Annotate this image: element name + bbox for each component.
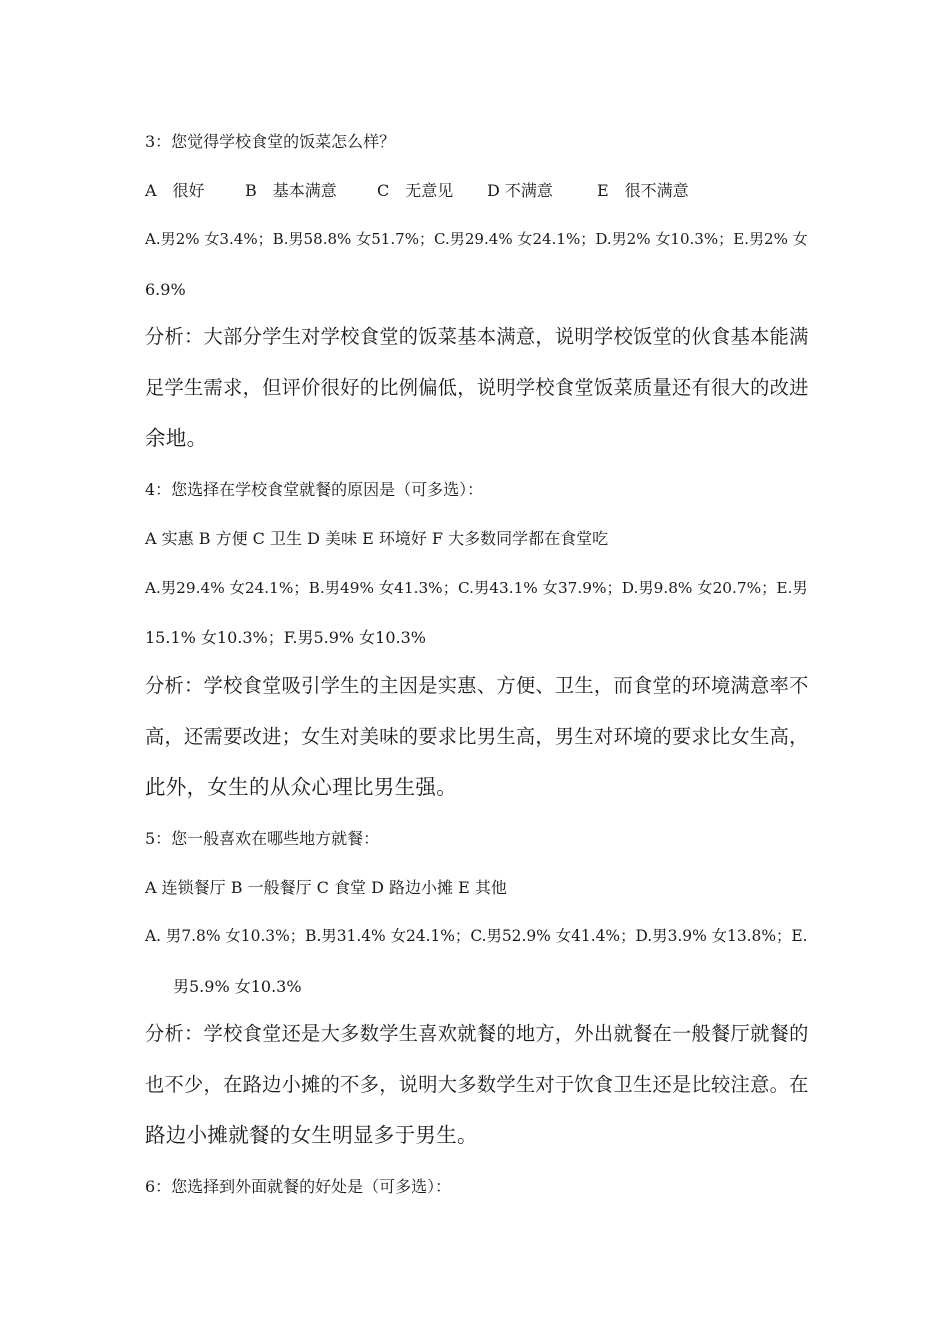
q3-option-a: A 很好	[145, 181, 205, 200]
q4-question: 4：您选择在学校食堂就餐的原因是（可多选）：	[145, 480, 484, 499]
q3-analysis-line2: 足学生需求，但评价很好的比例偏低，说明学校食堂饭菜质量还有很大的改进	[145, 376, 809, 399]
q5-results-line2: 男5.9% 女10.3%	[173, 977, 302, 996]
q3-option-e: E 很不满意	[597, 181, 689, 200]
q4-options: A 实惠 B 方便 C 卫生 D 美味 E 环境好 F 大多数同学都在食堂吃	[145, 529, 609, 548]
q5-analysis-line1: 分析：学校食堂还是大多数学生喜欢就餐的地方，外出就餐在一般餐厅就餐的	[145, 1022, 809, 1045]
q5-question: 5：您一般喜欢在哪些地方就餐：	[145, 829, 380, 848]
q4-results-line2: 15.1% 女10.3%；F.男5.9% 女10.3%	[145, 628, 427, 647]
q5-analysis-line2: 也不少，在路边小摊的不多，说明大多数学生对于饮食卫生还是比较注意。在	[145, 1073, 809, 1096]
q3-analysis-line3: 余地。	[145, 426, 208, 450]
q6-question: 6：您选择到外面就餐的好处是（可多选）：	[145, 1177, 452, 1196]
q3-option-c: C 无意见	[377, 181, 454, 200]
q3-options	[145, 183, 689, 199]
q3-option-d: D 不满意	[487, 181, 553, 200]
q5-results-line1: A. 男7.8% 女10.3%；B.男31.4% 女24.1%；C.男52.9% 女41.4%；D.男3.9% 女13.8%；E.	[145, 927, 808, 945]
q4-analysis-line3: 此外，女生的从众心理比男生强。	[145, 775, 457, 799]
q3-results-line2: 6.9%	[145, 280, 186, 299]
document-page	[145, 0, 815, 1344]
q3-results-line1: A.男2% 女3.4%；B.男58.8% 女51.7%；C.男29.4% 女24.1%；D.男2% 女10.3%；E.男2% 女	[145, 230, 808, 248]
q4-results-line1: A.男29.4% 女24.1%；B.男49% 女41.3%；C.男43.1% 女37.9%；D.男9.8% 女20.7%；E.男	[145, 579, 808, 597]
q5-options: A 连锁餐厅 B 一般餐厅 C 食堂 D 路边小摊 E 其他	[145, 878, 507, 897]
q3-question: 3：您觉得学校食堂的饭菜怎么样？	[145, 132, 396, 151]
q3-option-b: B 基本满意	[245, 181, 337, 200]
q4-analysis-line2: 高，还需要改进；女生对美味的要求比男生高，男生对环境的要求比女生高，	[145, 725, 809, 748]
q4-analysis-line1: 分析：学校食堂吸引学生的主因是实惠、方便、卫生，而食堂的环境满意率不	[145, 674, 809, 697]
q5-analysis-line3: 路边小摊就餐的女生明显多于男生。	[145, 1123, 478, 1147]
q3-analysis-line1: 分析：大部分学生对学校食堂的饭菜基本满意，说明学校饭堂的伙食基本能满	[145, 325, 809, 348]
